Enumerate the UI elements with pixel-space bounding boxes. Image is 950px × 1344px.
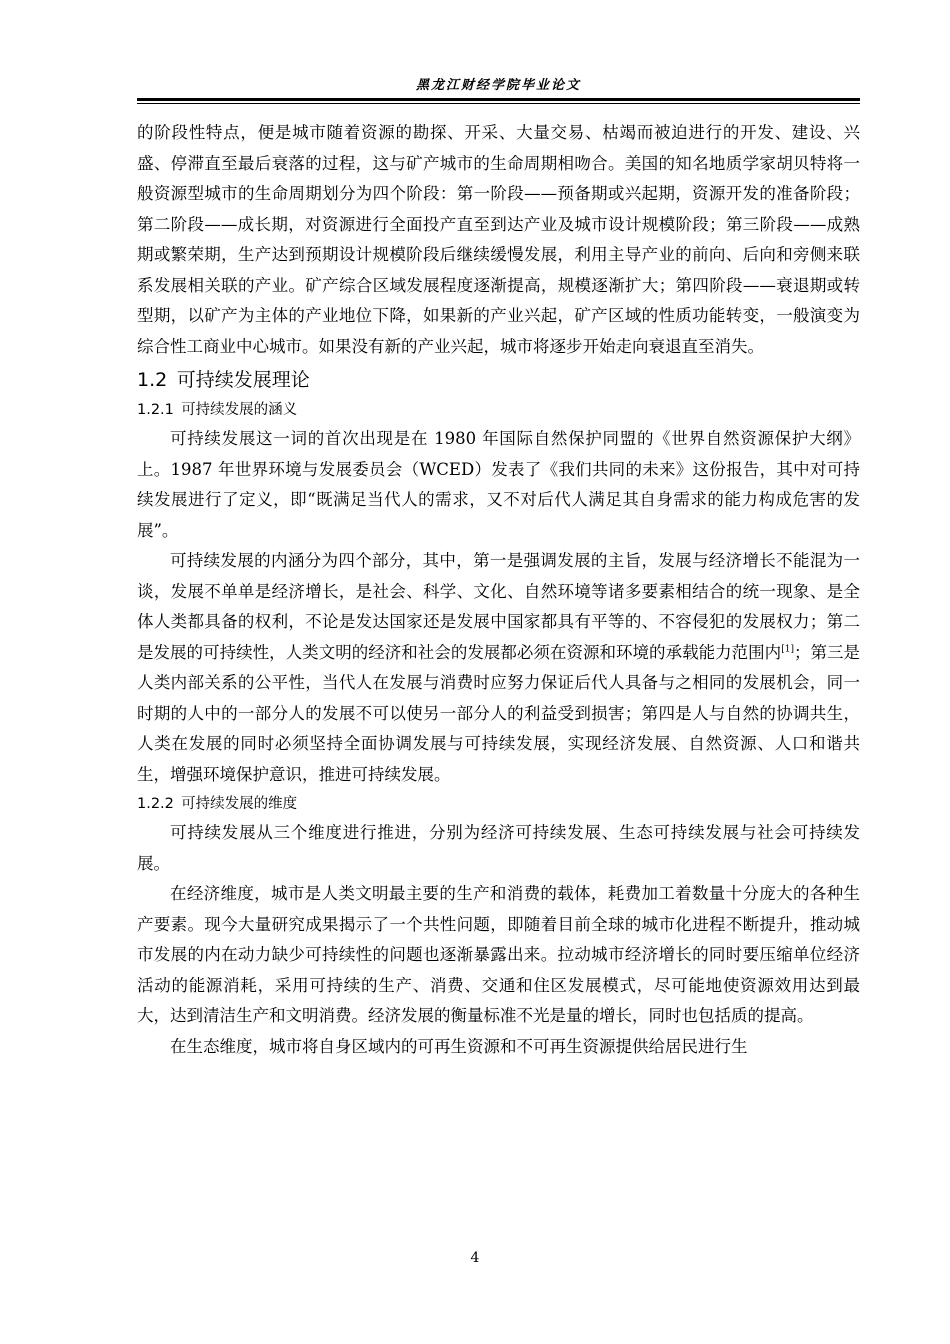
subsection-number: 1.2.1 (137, 402, 174, 418)
subsection-heading-1-2-1 (137, 396, 860, 424)
paragraph-ecological: 在生态维度，城市将自身区域内的可再生资源和不可再生资源提供给居民进行生 (170, 1036, 748, 1056)
paragraph-text-b: ；第三是人类内部关系的公平性，当代人在发展与消费时应努力保证后代人具备与之相同的发展机会，同一时期的人中的一部分人的发展不可以使另一部分人的利益受到损害；第四是人与自然的协调共生，人类在发展的同时必须坚持全面协调发展与可持续发展，实现经济发展、自然资源、人口和谐共生，增强环境保护意识，推进可持续发展。 (137, 642, 861, 784)
paragraph-dimensions: 可持续发展从三个维度进行推进，分别为经济可持续发展、生态可持续发展与社会可持续发展。 (137, 823, 860, 873)
section-heading-1-2 (137, 364, 860, 396)
header-title: 黑龙江财经学院毕业论文 (415, 78, 581, 93)
paragraph-definition: 可持续发展这一词的首次出现是在 1980 年国际自然保护同盟的《世界自然资源保护大纲》上。1987 年世界环境与发展委员会（WCED）发表了《我们共同的未来》这份报告，其中对可持续发展进行了定义，即“既满足当代人的需求，又不对后代人满足其自身需求的能力构成危害的发展”。 (137, 429, 860, 540)
page-number: 4 (470, 1250, 480, 1266)
section-number: 1.2 (137, 369, 168, 391)
citation-marker[interactable]: [1] (781, 644, 794, 654)
subsection-title: 可持续发展的涵义 (181, 402, 298, 418)
paragraph-text-a: 可持续发展的内涵分为四个部分，其中，第一是强调发展的主旨，发展与经济增长不能混为一谈，发展不单单是经济增长，是社会、科学、文化、自然环境等诸多要素相结合的统一现象、是全体人类都具备的权利，不论是发达国家还是发展中国家都具有平等的、不容侵犯的发展权力；第二是发展的可持续性，人类文明的经济和社会的发展都必须在资源和环境的承载能力范围内 (137, 551, 860, 662)
subsection-heading-1-2-2 (137, 790, 860, 818)
paragraph-economic: 在经济维度，城市是人类文明最主要的生产和消费的载体，耗费加工着数量十分庞大的各种生产要素。现今大量研究成果揭示了一个共性问题，即随着目前全球的城市化进程不断提升，推动城市发展的内在动力缺少可持续性的问题也逐渐暴露出来。拉动城市经济增长的同时要压缩单位经济活动的能源消耗，采用可持续的生产、消费、交通和住区发展模式，尽可能地使资源效用达到最大，达到清洁生产和文明消费。经济发展的衡量标准不光是量的增长，同时也包括质的提高。 (137, 884, 860, 1025)
section-title: 可持续发展理论 (176, 369, 310, 391)
page-body (137, 118, 860, 1062)
subsection-title: 可持续发展的维度 (181, 796, 298, 812)
page-header (137, 76, 860, 102)
paragraph-connotation (137, 546, 860, 790)
header-rule-thin (137, 103, 860, 104)
subsection-number: 1.2.2 (137, 796, 174, 812)
header-rule-thick (137, 98, 860, 101)
paragraph-continued: 的阶段性特点，便是城市随着资源的勘探、开采、大量交易、枯竭而被迫进行的开发、建设、兴盛、停滞直至最后衰落的过程，这与矿产城市的生命周期相吻合。美国的知名地质学家胡贝特将一般资源型城市的生命周期划分为四个阶段：第一阶段——预备期或兴起期，资源开发的准备阶段；第二阶段——成长期，对资源进行全面投产直至到达产业及城市设计规模阶段；第三阶段——成熟期或繁荣期，生产达到预期设计规模阶段后继续缓慢发展，利用主导产业的前向、后向和旁侧来联系发展相关联的产业。矿产综合区域发展程度逐渐提高，规模逐渐扩大；第四阶段——衰退期或转型期，以矿产为主体的产业地位下降，如果新的产业兴起，矿产区域的性质功能转变，一般演变为综合性工商业中心城市。如果没有新的产业兴起，城市将逐步开始走向衰退直至消失。 (137, 123, 860, 356)
